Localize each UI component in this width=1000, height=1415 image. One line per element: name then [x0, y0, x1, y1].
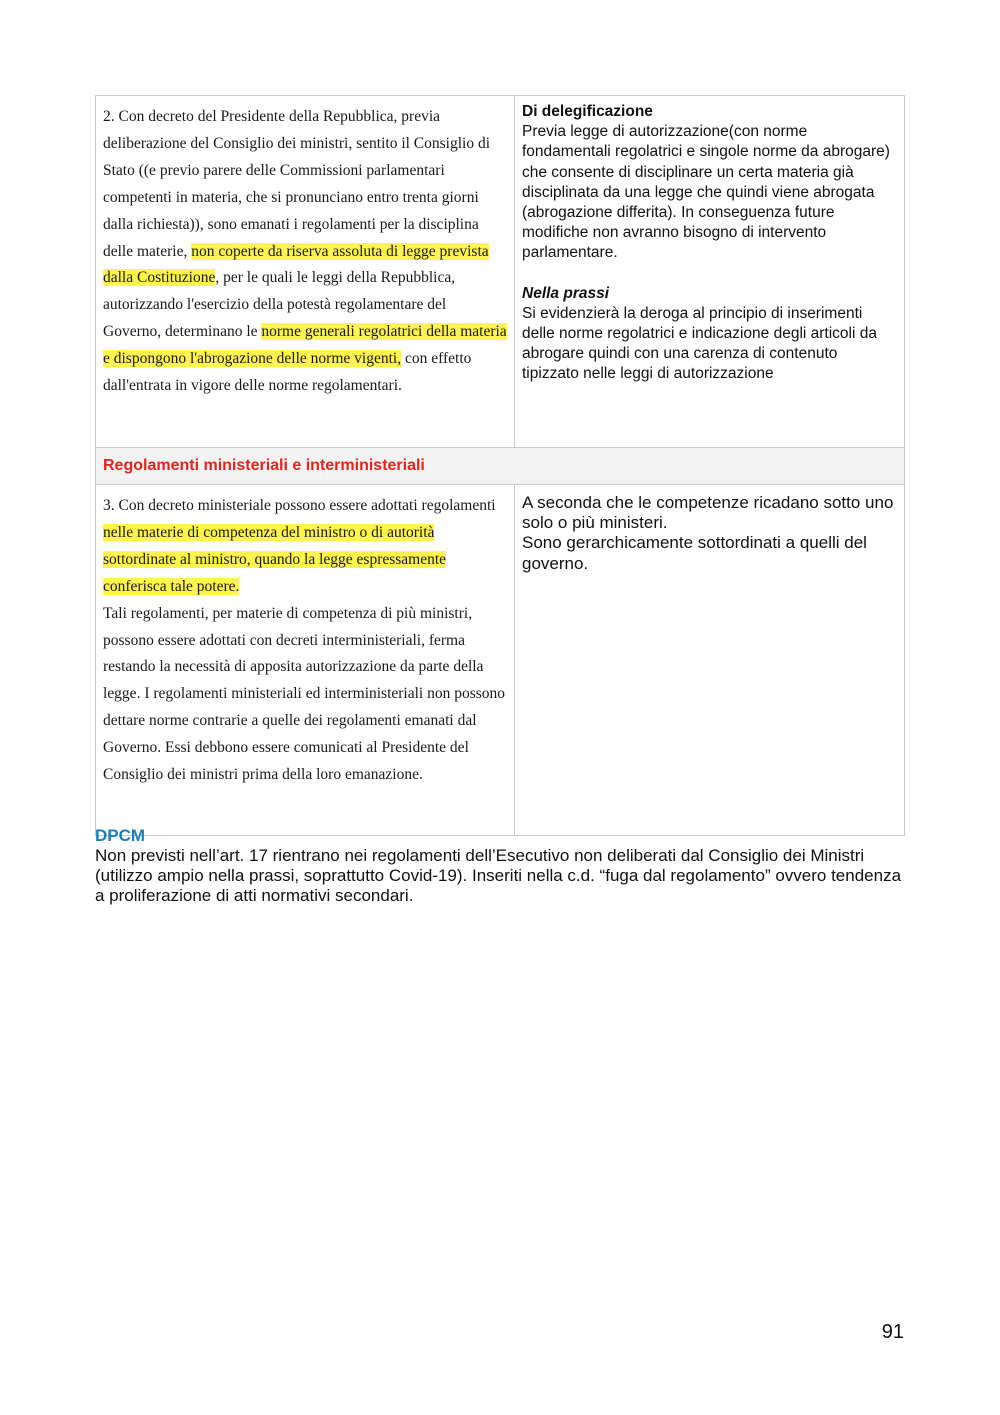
note-text: Previa legge di autorizzazione(con norme fondamentali regolatrici e singole norme da abrogare) che consente di disciplinare un certa materia già disciplinata da una legge che quindi viene abrogata (abrogazione differita). In conseguenza future modifiche non avranno bisogno di intervento parlamentare.: [522, 123, 890, 262]
note-cell: [515, 96, 905, 448]
note-text: A seconda che le competenze ricadano sotto uno solo o più ministeri.: [522, 493, 894, 533]
dpcm-section: [95, 826, 915, 907]
law-text: 2. Con decreto del Presidente della Repubblica, previa deliberazione del Consiglio dei ministri, sentito il Consiglio di Stato ((e previo parere delle Commissioni parlamentari competenti in materia, che si pronunciano entro trenta giorni dalla richiesta)), sono emanati i regolamenti per la disciplina delle materie,: [103, 108, 491, 260]
note-subtitle: Nella prassi: [522, 284, 610, 302]
note-text: Sono gerarchicamente sottordinati a quelli del governo.: [522, 533, 867, 573]
note-cell: [515, 485, 905, 836]
highlighted-text: nelle materie di competenza del ministro o di autorità sottordinate al ministro, quando la legge espressamente conferisca tale potere.: [103, 523, 447, 595]
page-number: 91: [881, 1321, 904, 1343]
note-title: Di delegificazione: [522, 103, 653, 120]
section-label: Regolamenti ministeriali e interministeriali: [96, 448, 905, 485]
law-text: 3. Con decreto ministeriale possono essere adottati regolamenti: [103, 497, 496, 514]
dpcm-heading: DPCM: [95, 826, 146, 845]
note-text: Si evidenzierà la deroga al principio di inserimenti delle norme regolatrici e indicazione degli articoli da abrogare quindi con una carenza di contenuto tipizzato nelle leggi di autorizzazione: [522, 304, 877, 383]
section-header-row: [96, 448, 905, 485]
law-text-cell: [96, 485, 515, 836]
law-text-cell: [96, 96, 515, 448]
regulations-table: [95, 95, 905, 836]
table-row: [96, 485, 905, 836]
law-text: , per le quali le leggi della Repubblica, autorizzando l'esercizio della potestà regolamentare del Governo, determinano le: [103, 269, 456, 341]
table-row: [96, 96, 905, 448]
law-text: Tali regolamenti, per materie di competenza di più ministri, possono essere adottati con decreti interministeriali, ferma restando la necessità di apposita autorizzazione da parte della legge. I regolamenti ministeriali ed interministeriali non possono dettare norme contrarie a quelle dei regolamenti emanati dal Governo. Essi debbono essere comunicati al Presidente del Consiglio dei ministri prima della loro emanazione.: [103, 604, 506, 784]
law-text: con effetto dall'entrata in vigore delle norme regolamentari.: [103, 350, 472, 395]
dpcm-paragraph: Non previsti nell’art. 17 rientrano nei regolamenti dell’Esecutivo non deliberati dal Consiglio dei Ministri (utilizzo ampio nella prassi, soprattutto Covid-19). Inseriti nella c.d. “fuga dal regolamento” ovvero tendenza a proliferazione di atti normativi secondari.: [95, 846, 902, 906]
highlighted-text: norme generali regolatrici della materia e dispongono l'abrogazione delle norme vigenti,: [103, 323, 507, 368]
highlighted-text: non coperte da riserva assoluta di legge prevista dalla Costituzione: [103, 242, 489, 287]
